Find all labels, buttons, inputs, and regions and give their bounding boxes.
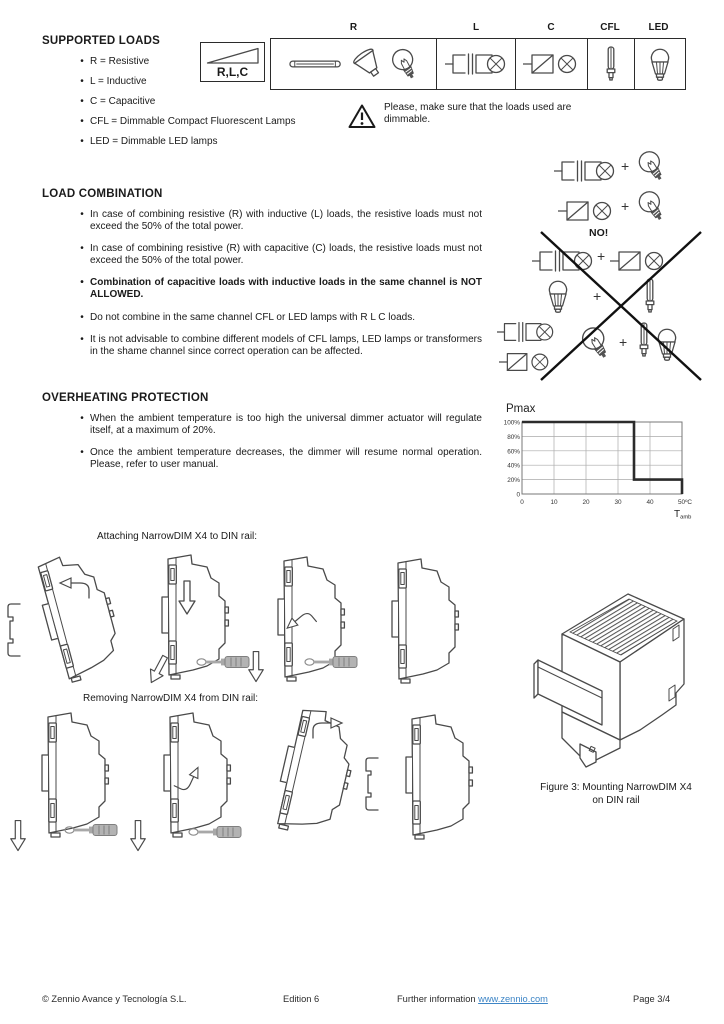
- list-item: • R = Resistive: [74, 56, 374, 68]
- pmax-derating-chart: [496, 398, 708, 520]
- no-label: NO!: [589, 227, 609, 239]
- col-header-L: L: [472, 22, 480, 33]
- remove-step-3: [246, 702, 376, 857]
- mounted-device-3d-icon: [526, 572, 704, 777]
- list-item: • Do not combine in the same channel CFL or LED lamps with R L C loads.: [74, 312, 482, 324]
- supported-loads-title: SUPPORTED LOADS: [42, 35, 161, 47]
- warning-text: Please, make sure that the loads used are dimmable.: [384, 102, 572, 125]
- halogen-spot-icon: [352, 47, 384, 81]
- col-header-LED: LED: [648, 22, 669, 33]
- list-item: • L = Inductive: [74, 76, 374, 88]
- plus-sign: +: [621, 158, 630, 174]
- load-icons-table: [270, 38, 686, 90]
- svg-text:20: 20: [582, 499, 590, 506]
- list-item: • CFL = Dimmable Compact Fluorescent Lamps: [74, 116, 374, 128]
- dimmer-triangle-icon: [206, 47, 260, 65]
- device-side-profile-icon: [270, 705, 363, 841]
- svg-text:10: 10: [550, 499, 558, 506]
- col-header-R: R: [349, 22, 358, 33]
- device-side-profile-icon: [392, 559, 458, 683]
- load-combination-title: LOAD COMBINATION: [42, 188, 163, 200]
- list-item: • In case of combining resistive (R) with inductive (L) loads, the resistive loads must not exceed the 50% of the total power.: [74, 209, 482, 232]
- derating-curve: [522, 422, 682, 494]
- down-arrow-icon: [131, 821, 146, 851]
- remove-step-1: [4, 706, 139, 861]
- footer-edition: Edition 6: [283, 994, 320, 1004]
- attach-step-2: [124, 548, 259, 696]
- svg-text:80%: 80%: [507, 433, 520, 441]
- plus-sign: +: [619, 334, 628, 350]
- rlc-label: R,L,C: [216, 64, 249, 79]
- svg-text:0: 0: [516, 491, 520, 499]
- inductive-transformer-icon: [445, 47, 507, 81]
- device-side-profile-icon: [162, 555, 228, 679]
- overheating-title: OVERHEATING PROTECTION: [42, 392, 209, 404]
- svg-text:0: 0: [520, 499, 524, 506]
- cfl-lamp-icon: [604, 45, 618, 83]
- cross-out-x: [541, 232, 701, 380]
- col-header-CFL: CFL: [600, 22, 620, 33]
- warning-triangle-icon: [348, 104, 376, 129]
- list-item-not-allowed: • Combination of capacitive loads with inductive loads in the same channel is NOT ALLOWED.: [74, 277, 482, 300]
- list-item: • C = Capacitive: [74, 96, 374, 108]
- figure-caption: Figure 3: Mounting NarrowDIM X4 on DIN rail: [540, 782, 692, 806]
- svg-text:100%: 100%: [503, 419, 520, 427]
- down-arrow-icon: [11, 821, 26, 851]
- x-axis-label: Tamb: [674, 509, 692, 521]
- list-item: • In case of combining resistive (R) with capacitive (C) loads, the resistive loads must not exceed the 50% of the total power.: [74, 243, 482, 266]
- cell-inductive: [437, 39, 515, 89]
- down-arrow-icon: [145, 653, 171, 686]
- incandescent-bulb-icon: [635, 148, 669, 184]
- attach-step-1: [6, 550, 124, 695]
- list-item: • When the ambient temperature is too high the universal dimmer actuator will regulate itself, at a maximum of 20%.: [74, 413, 482, 436]
- overheating-list: [74, 413, 482, 481]
- svg-text:40%: 40%: [507, 462, 520, 470]
- dimmable-warning: [348, 102, 616, 129]
- din-rail-bracket-icon: [366, 758, 378, 810]
- attach-step-4: [354, 552, 472, 692]
- remove-steps: [4, 706, 478, 861]
- cell-capacitive: [516, 39, 588, 89]
- din-rail-bracket-icon: [8, 604, 20, 656]
- cell-resistive: [271, 39, 437, 89]
- chart-title: Pmax: [506, 403, 536, 415]
- footer-further-info: Further information www.zennio.com: [397, 994, 548, 1004]
- plus-sign: +: [621, 198, 630, 214]
- attach-label: Attaching NarrowDIM X4 to DIN rail:: [97, 531, 258, 542]
- list-item: • LED = Dimmable LED lamps: [74, 136, 374, 148]
- load-combination-diagram: [497, 148, 709, 384]
- incandescent-bulb-icon: [635, 188, 669, 224]
- svg-text:50ºC: 50ºC: [677, 499, 693, 506]
- led-bulb-icon: [647, 45, 673, 83]
- device-side-profile-icon: [31, 548, 127, 685]
- electronic-transformer-icon: [557, 194, 615, 228]
- inductive-transformer-icon: [553, 154, 617, 188]
- rlc-dimmer-box: [200, 42, 265, 82]
- list-item: • Once the ambient temperature decreases, the dimmer will resume normal operation. Please, refer to user manual.: [74, 447, 482, 470]
- svg-text:30: 30: [614, 499, 622, 506]
- plus-sign: +: [593, 288, 602, 304]
- cell-cfl: [588, 39, 635, 89]
- load-combination-list: [74, 209, 482, 368]
- electronic-transformer-icon: [523, 47, 579, 81]
- remove-step-4: [364, 708, 482, 853]
- heater-tube-icon: [288, 58, 346, 70]
- col-header-C: C: [547, 22, 555, 33]
- footer-copyright: © Zennio Avance y Tecnología S.L.: [42, 994, 187, 1004]
- svg-text:20%: 20%: [507, 477, 520, 485]
- incandescent-bulb-icon: [390, 46, 420, 82]
- svg-text:40: 40: [646, 499, 654, 506]
- remove-label: Removing NarrowDIM X4 from DIN rail:: [83, 693, 259, 704]
- plus-sign: +: [597, 248, 606, 264]
- remove-step-2: [126, 706, 261, 861]
- cell-led: [635, 39, 686, 89]
- device-side-profile-icon: [406, 715, 472, 839]
- svg-text:60%: 60%: [507, 448, 520, 456]
- load-table-header: [270, 22, 684, 33]
- footer-page-number: Page 3/4: [633, 994, 671, 1004]
- attach-steps: [6, 546, 476, 696]
- list-item: • It is not advisable to combine different models of CFL lamps, LED lamps or transformers in the shame channel since correct operation can be affected.: [74, 334, 482, 357]
- device-side-profile-icon: [42, 713, 108, 837]
- zennio-link[interactable]: www.zennio.com: [478, 994, 548, 1004]
- down-arrow-icon: [249, 652, 264, 682]
